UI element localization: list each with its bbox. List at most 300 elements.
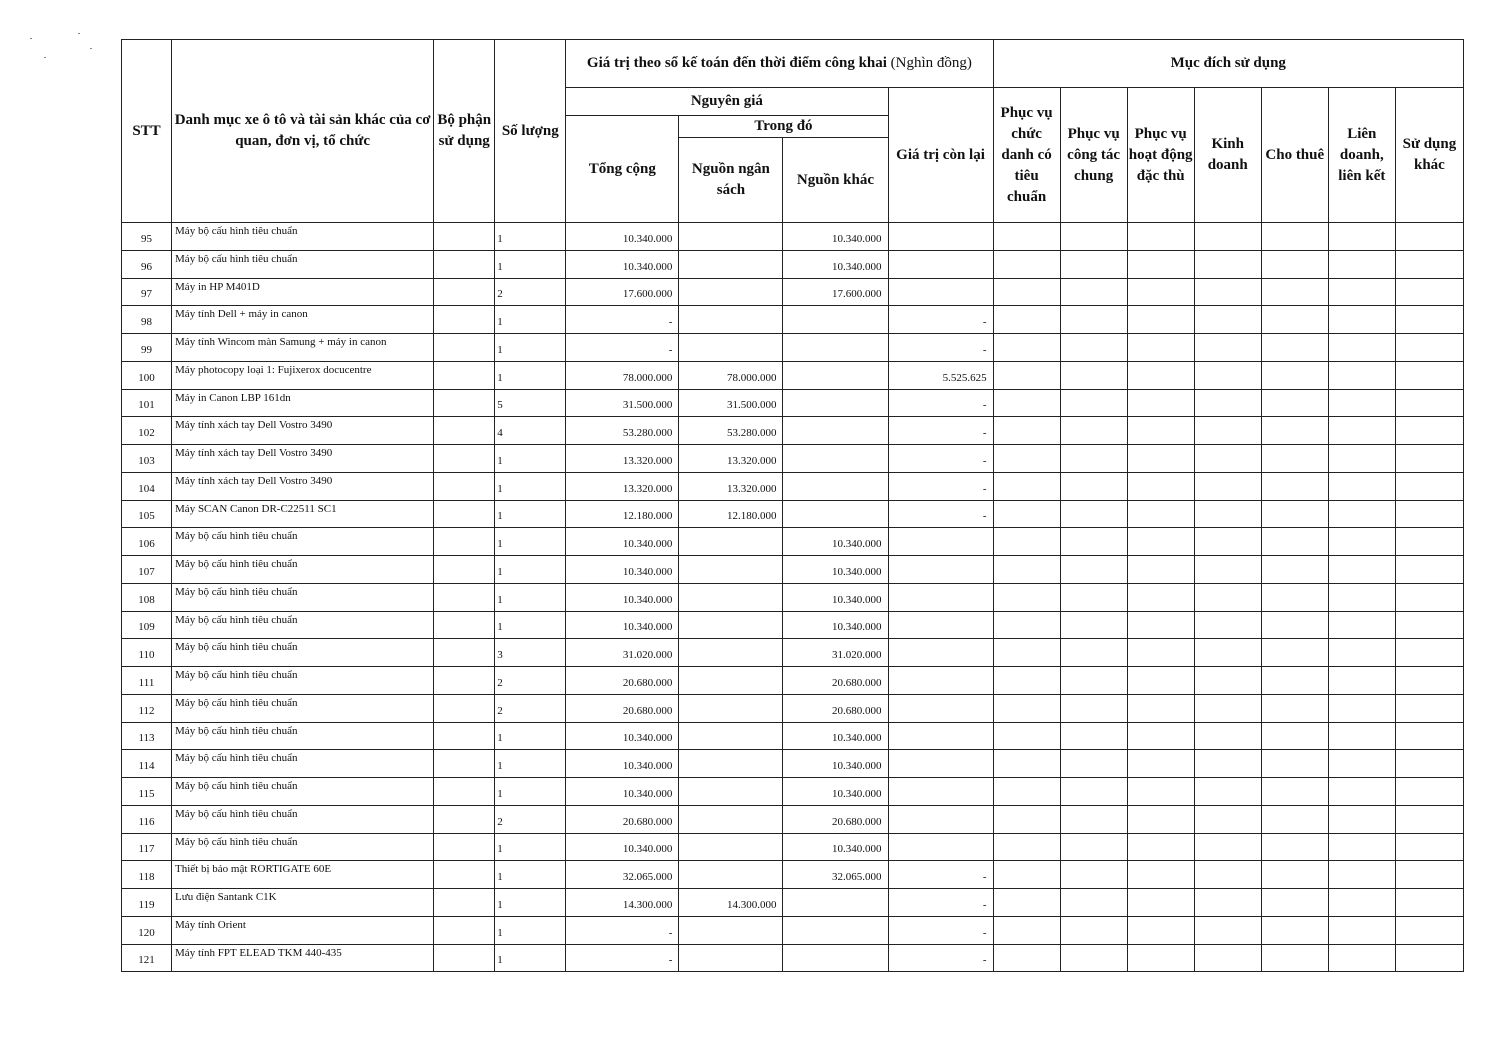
row-purpose-cell [993,861,1060,889]
row-purpose-cell [1328,223,1395,251]
table-row [122,750,1464,778]
row-total: 20.680.000 [566,694,679,722]
row-stt: 119 [122,889,172,917]
row-purpose-cell [1261,223,1328,251]
row-other-source [783,389,888,417]
row-total: 10.340.000 [566,778,679,806]
row-stt: 100 [122,361,172,389]
row-purpose-cell [993,334,1060,362]
row-purpose-cell [1127,389,1194,417]
row-department [434,278,495,306]
row-asset-name: Máy photocopy loại 1: Fujixerox docucentre [172,361,434,389]
row-purpose-cell [1127,472,1194,500]
row-remaining-value: - [888,306,993,334]
row-purpose-cell [1127,805,1194,833]
row-stt: 102 [122,417,172,445]
table-row [122,805,1464,833]
row-purpose-cell [1194,805,1261,833]
row-purpose-cell [1395,223,1463,251]
row-quantity: 1 [495,223,566,251]
row-department [434,556,495,584]
row-stt: 111 [122,667,172,695]
row-other-source [783,306,888,334]
row-total: 31.500.000 [566,389,679,417]
header-book-value-unit: (Nghìn đồng) [890,55,972,71]
row-purpose-cell [1328,889,1395,917]
row-remaining-value [888,667,993,695]
row-total: 13.320.000 [566,445,679,473]
row-remaining-value [888,639,993,667]
row-stt: 108 [122,583,172,611]
row-purpose-cell [993,611,1060,639]
table-row [122,445,1464,473]
row-remaining-value: - [888,916,993,944]
header-purpose-general: Phục vụ công tác chung [1060,88,1127,223]
row-stt: 114 [122,750,172,778]
row-total: 10.340.000 [566,611,679,639]
row-budget-source: 53.280.000 [679,417,783,445]
row-purpose-cell [1127,667,1194,695]
table-row [122,667,1464,695]
row-quantity: 1 [495,528,566,556]
row-purpose-cell [1328,805,1395,833]
row-purpose-cell [1127,334,1194,362]
row-purpose-cell [993,306,1060,334]
table-row [122,528,1464,556]
row-total: 10.340.000 [566,833,679,861]
row-purpose-cell [1060,445,1127,473]
row-purpose-cell [1060,694,1127,722]
row-purpose-cell [1127,500,1194,528]
row-purpose-cell [1194,667,1261,695]
row-budget-source [679,805,783,833]
header-category: Danh mục xe ô tô và tài sản khác của cơ quan, đơn vị, tổ chức [172,40,434,223]
header-other-source: Nguồn khác [783,138,888,223]
row-purpose-cell [1261,556,1328,584]
row-purpose-cell [1328,500,1395,528]
row-purpose-cell [1328,528,1395,556]
row-stt: 95 [122,223,172,251]
row-purpose-cell [1328,417,1395,445]
row-remaining-value: - [888,445,993,473]
row-purpose-cell [1194,944,1261,972]
header-stt: STT [122,40,172,223]
row-budget-source [679,528,783,556]
row-purpose-cell [1127,417,1194,445]
row-purpose-cell [1127,445,1194,473]
row-purpose-cell [1261,667,1328,695]
row-asset-name: Máy bộ cấu hình tiêu chuẩn [172,833,434,861]
row-purpose-cell [1060,334,1127,362]
row-total: 10.340.000 [566,223,679,251]
row-purpose-cell [1328,694,1395,722]
table-header [122,40,1464,223]
row-purpose-cell [1060,722,1127,750]
row-purpose-cell [1261,583,1328,611]
row-purpose-cell [993,500,1060,528]
row-quantity: 1 [495,778,566,806]
row-budget-source [679,944,783,972]
row-purpose-cell [1060,861,1127,889]
row-other-source: 10.340.000 [783,750,888,778]
row-purpose-cell [993,639,1060,667]
row-quantity: 1 [495,916,566,944]
row-purpose-cell [1127,722,1194,750]
row-purpose-cell [1261,250,1328,278]
table-row [122,639,1464,667]
row-department [434,778,495,806]
row-purpose-cell [1127,750,1194,778]
header-purpose-title-standard: Phục vụ chức danh có tiêu chuẩn [993,88,1060,223]
row-total: 32.065.000 [566,861,679,889]
row-purpose-cell [1328,361,1395,389]
row-department [434,916,495,944]
row-asset-name: Máy bộ cấu hình tiêu chuẩn [172,556,434,584]
row-purpose-cell [1060,750,1127,778]
header-purpose: Mục đích sử dụng [993,40,1463,88]
row-remaining-value: - [888,889,993,917]
row-quantity: 1 [495,500,566,528]
table-row [122,916,1464,944]
row-quantity: 1 [495,889,566,917]
row-purpose-cell [1261,778,1328,806]
table-row [122,306,1464,334]
row-department [434,417,495,445]
table-row [122,833,1464,861]
row-purpose-cell [1395,500,1463,528]
row-purpose-cell [1395,250,1463,278]
row-purpose-cell [1395,861,1463,889]
row-purpose-cell [1060,389,1127,417]
row-purpose-cell [1328,445,1395,473]
row-purpose-cell [1395,889,1463,917]
row-purpose-cell [1194,500,1261,528]
header-purpose-joint-venture: Liên doanh, liên kết [1328,88,1395,223]
row-asset-name: Thiết bị bảo mật RORTIGATE 60E [172,861,434,889]
row-purpose-cell [1194,861,1261,889]
row-stt: 107 [122,556,172,584]
row-purpose-cell [1328,916,1395,944]
row-purpose-cell [1194,611,1261,639]
header-book-value-title: Giá trị theo sổ kế toán đến thời điểm công khai [586,55,887,71]
row-remaining-value: 5.525.625 [888,361,993,389]
row-department [434,500,495,528]
row-purpose-cell [1127,639,1194,667]
row-quantity: 2 [495,278,566,306]
row-quantity: 1 [495,445,566,473]
row-purpose-cell [1060,528,1127,556]
row-stt: 104 [122,472,172,500]
row-asset-name: Máy tính Wincom màn Samung + máy in canon [172,334,434,362]
row-quantity: 2 [495,667,566,695]
row-purpose-cell [993,583,1060,611]
row-purpose-cell [1127,611,1194,639]
row-remaining-value [888,250,993,278]
row-purpose-cell [1261,861,1328,889]
row-remaining-value [888,750,993,778]
row-budget-source: 12.180.000 [679,500,783,528]
row-purpose-cell [1395,694,1463,722]
row-budget-source: 78.000.000 [679,361,783,389]
row-purpose-cell [1261,916,1328,944]
row-total: 10.340.000 [566,722,679,750]
row-total: 10.340.000 [566,250,679,278]
table-row [122,944,1464,972]
row-department [434,472,495,500]
row-total: 31.020.000 [566,639,679,667]
row-purpose-cell [1060,417,1127,445]
row-remaining-value: - [888,417,993,445]
row-stt: 117 [122,833,172,861]
row-purpose-cell [1060,583,1127,611]
row-purpose-cell [1261,722,1328,750]
header-quantity: Số lượng [495,40,566,223]
row-purpose-cell [1328,861,1395,889]
row-purpose-cell [1261,611,1328,639]
row-department [434,306,495,334]
row-stt: 106 [122,528,172,556]
row-purpose-cell [993,944,1060,972]
row-asset-name: Máy tính xách tay Dell Vostro 3490 [172,417,434,445]
row-quantity: 1 [495,722,566,750]
row-purpose-cell [1194,445,1261,473]
row-purpose-cell [1127,916,1194,944]
row-department [434,611,495,639]
row-purpose-cell [1395,583,1463,611]
row-other-source [783,472,888,500]
row-purpose-cell [1060,556,1127,584]
row-purpose-cell [1261,389,1328,417]
row-quantity: 4 [495,417,566,445]
row-quantity: 2 [495,805,566,833]
row-other-source: 10.340.000 [783,583,888,611]
row-quantity: 1 [495,750,566,778]
row-purpose-cell [1395,611,1463,639]
row-purpose-cell [1261,694,1328,722]
header-original-price: Nguyên giá [566,88,888,116]
row-purpose-cell [1194,750,1261,778]
row-total: - [566,306,679,334]
row-asset-name: Máy bộ cấu hình tiêu chuẩn [172,667,434,695]
row-purpose-cell [1127,306,1194,334]
table-row [122,472,1464,500]
table-row [122,278,1464,306]
row-remaining-value: - [888,944,993,972]
row-purpose-cell [1261,417,1328,445]
row-other-source: 20.680.000 [783,694,888,722]
row-budget-source [679,778,783,806]
row-other-source [783,500,888,528]
row-purpose-cell [1194,334,1261,362]
row-purpose-cell [1060,944,1127,972]
row-department [434,445,495,473]
row-stt: 105 [122,500,172,528]
row-asset-name: Máy bộ cấu hình tiêu chuẩn [172,639,434,667]
row-purpose-cell [1328,611,1395,639]
header-department: Bộ phận sử dụng [434,40,495,223]
row-purpose-cell [1060,889,1127,917]
table-row [122,583,1464,611]
row-remaining-value [888,278,993,306]
row-remaining-value [888,611,993,639]
row-purpose-cell [1194,361,1261,389]
row-purpose-cell [993,694,1060,722]
row-asset-name: Máy tính FPT ELEAD TKM 440-435 [172,944,434,972]
row-purpose-cell [1127,889,1194,917]
row-other-source: 10.340.000 [783,556,888,584]
header-total: Tổng cộng [566,116,679,223]
row-purpose-cell [1060,361,1127,389]
row-purpose-cell [993,805,1060,833]
row-purpose-cell [1395,916,1463,944]
row-purpose-cell [1395,778,1463,806]
row-stt: 116 [122,805,172,833]
row-purpose-cell [1127,778,1194,806]
row-purpose-cell [1328,556,1395,584]
row-purpose-cell [993,528,1060,556]
header-purpose-lease: Cho thuê [1261,88,1328,223]
row-asset-name: Máy in Canon LBP 161dn [172,389,434,417]
table-row [122,223,1464,251]
row-purpose-cell [1127,361,1194,389]
row-stt: 118 [122,861,172,889]
row-purpose-cell [1127,694,1194,722]
asset-table [121,39,1464,972]
row-budget-source [679,694,783,722]
row-total: - [566,916,679,944]
row-stt: 120 [122,916,172,944]
row-purpose-cell [1060,500,1127,528]
row-purpose-cell [993,916,1060,944]
row-quantity: 1 [495,611,566,639]
row-purpose-cell [1261,639,1328,667]
row-asset-name: Máy bộ cấu hình tiêu chuẩn [172,583,434,611]
row-purpose-cell [1261,750,1328,778]
row-total: 13.320.000 [566,472,679,500]
row-remaining-value: - [888,861,993,889]
row-department [434,639,495,667]
row-purpose-cell [1395,722,1463,750]
table-row [122,361,1464,389]
row-quantity: 1 [495,361,566,389]
row-department [434,805,495,833]
row-other-source [783,916,888,944]
row-stt: 115 [122,778,172,806]
row-asset-name: Máy tính xách tay Dell Vostro 3490 [172,445,434,473]
row-stt: 121 [122,944,172,972]
table-row [122,694,1464,722]
row-asset-name: Lưu điện Santank C1K [172,889,434,917]
row-purpose-cell [1395,278,1463,306]
row-budget-source [679,278,783,306]
row-purpose-cell [993,250,1060,278]
row-department [434,889,495,917]
row-budget-source: 14.300.000 [679,889,783,917]
row-purpose-cell [993,833,1060,861]
row-total: 17.600.000 [566,278,679,306]
row-purpose-cell [1395,472,1463,500]
row-total: 10.340.000 [566,583,679,611]
row-purpose-cell [1194,417,1261,445]
row-budget-source [679,916,783,944]
row-purpose-cell [1261,889,1328,917]
row-purpose-cell [1194,223,1261,251]
row-quantity: 1 [495,944,566,972]
row-purpose-cell [993,778,1060,806]
row-quantity: 1 [495,583,566,611]
row-department [434,750,495,778]
row-purpose-cell [1328,306,1395,334]
row-purpose-cell [1194,694,1261,722]
row-asset-name: Máy bộ cấu hình tiêu chuẩn [172,611,434,639]
row-total: 12.180.000 [566,500,679,528]
row-purpose-cell [1328,389,1395,417]
row-purpose-cell [1328,583,1395,611]
row-total: 20.680.000 [566,805,679,833]
row-other-source [783,944,888,972]
header-budget-source: Nguồn ngân sách [679,138,783,223]
table-row [122,722,1464,750]
row-other-source [783,334,888,362]
row-budget-source [679,611,783,639]
row-remaining-value [888,805,993,833]
table-row [122,417,1464,445]
table-row [122,889,1464,917]
row-department [434,722,495,750]
row-other-source [783,361,888,389]
row-asset-name: Máy bộ cấu hình tiêu chuẩn [172,528,434,556]
row-purpose-cell [1194,778,1261,806]
row-department [434,528,495,556]
row-purpose-cell [1395,417,1463,445]
row-department [434,334,495,362]
row-purpose-cell [1261,805,1328,833]
row-stt: 113 [122,722,172,750]
row-purpose-cell [1395,833,1463,861]
row-purpose-cell [1127,861,1194,889]
row-remaining-value [888,778,993,806]
row-purpose-cell [1328,334,1395,362]
row-other-source: 20.680.000 [783,805,888,833]
row-budget-source [679,250,783,278]
row-other-source [783,445,888,473]
row-purpose-cell [1194,278,1261,306]
row-asset-name: Máy bộ cấu hình tiêu chuẩn [172,722,434,750]
row-total: 20.680.000 [566,667,679,695]
row-budget-source [679,334,783,362]
row-purpose-cell [1395,805,1463,833]
row-purpose-cell [1261,445,1328,473]
row-purpose-cell [1060,778,1127,806]
row-department [434,944,495,972]
row-asset-name: Máy in HP M401D [172,278,434,306]
row-remaining-value [888,223,993,251]
row-purpose-cell [1060,250,1127,278]
row-purpose-cell [1328,667,1395,695]
row-purpose-cell [1127,556,1194,584]
row-other-source: 10.340.000 [783,722,888,750]
row-department [434,667,495,695]
row-budget-source [679,306,783,334]
row-purpose-cell [1127,223,1194,251]
row-quantity: 1 [495,861,566,889]
row-asset-name: Máy tính xách tay Dell Vostro 3490 [172,472,434,500]
row-purpose-cell [1261,944,1328,972]
row-purpose-cell [1127,278,1194,306]
row-remaining-value: - [888,500,993,528]
row-purpose-cell [1194,833,1261,861]
row-purpose-cell [1060,667,1127,695]
